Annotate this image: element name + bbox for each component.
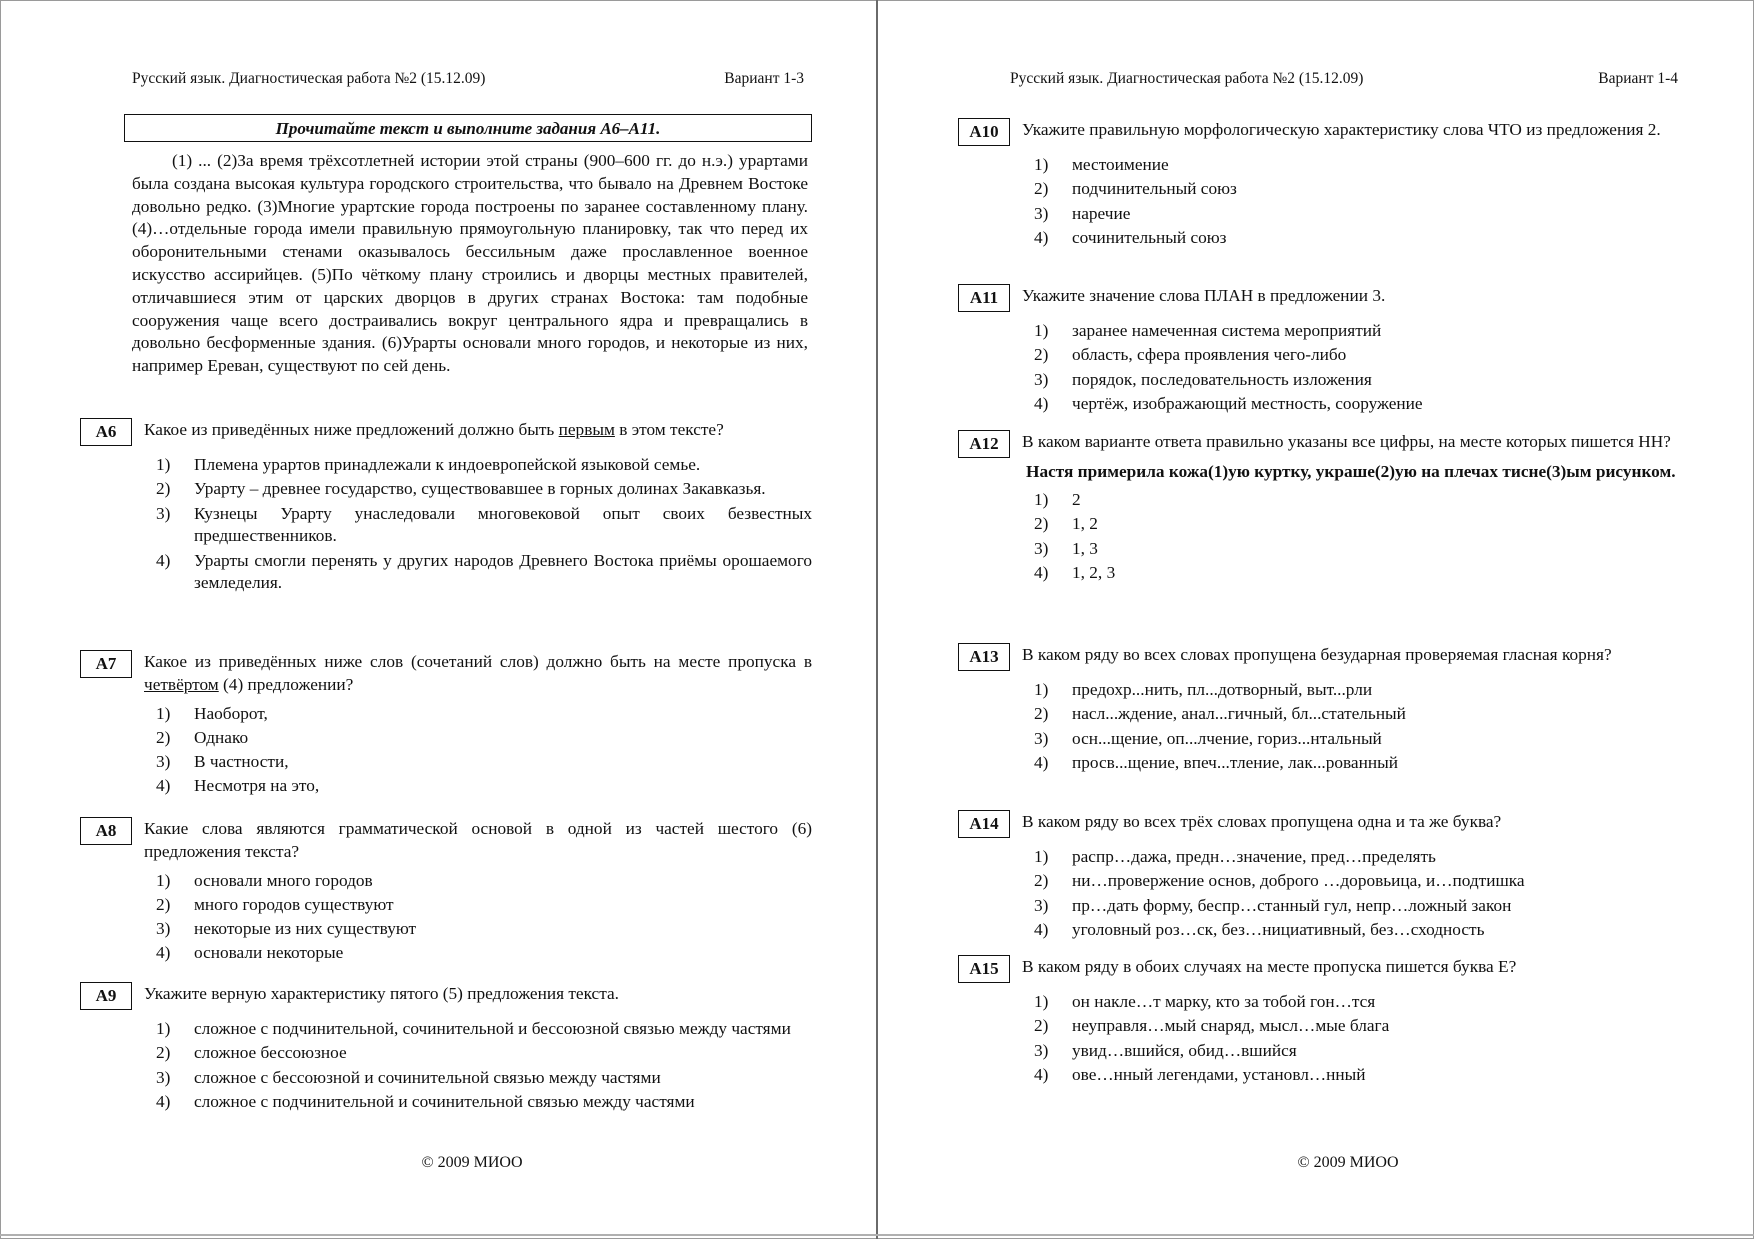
answer-options xyxy=(1034,846,1686,942)
answer-options xyxy=(1034,991,1686,1087)
answer-options xyxy=(156,454,812,595)
answer-option[interactable]: 3) наречие xyxy=(1034,203,1131,223)
task-a8 xyxy=(72,817,812,967)
task-head xyxy=(950,118,1686,148)
reading-passage: (1) ... (2)За время трёхсотлетней истории этой страны (900–600 гг. до н.э.) урартами была создана высокая культура городского строительства, что бывало на Древнем Востоке довольно редко. (3)Многие урартские города построены по заранее составленному плану. (4)…отдельные города имели правильную прямоугольную планировку, так что перед их оборонительными стенами оказывалось бессильным даже прославленное военное искусство ассирийцев. (5)По чёткому плану строились и дворцы местных правителей, отличавшиеся этим от царских дворцов в других странах Востока: там подобные сооружения чаще всего достраивались вокруг центрального ядра и превращались в довольно бесформенные здания. (6)Урарты основали много городов, и некоторые из них, например Ереван, существуют по сей день. xyxy=(132,151,808,376)
task-a13 xyxy=(950,643,1686,776)
answer-option[interactable]: 1) предохр...нить, пл...дотворный, выт...рли xyxy=(1034,680,1373,699)
answer-option[interactable]: 3) Кузнецы Урарту унаследовали многовековой опыт своих безвестных предшественников. xyxy=(156,503,812,546)
answer-option[interactable]: 3) сложное с бессоюзной и сочинительной связью между частями xyxy=(156,1067,661,1087)
left-header-variant: Вариант 1-3 xyxy=(724,70,804,87)
answer-option[interactable]: 1) сложное с подчинительной, сочинительной и бессоюзной связью между частями xyxy=(156,1019,791,1038)
answer-options xyxy=(1034,679,1686,775)
answer-option[interactable]: 3) пр…дать форму, беспр…станный гул, непр…ложный закон xyxy=(1034,895,1512,915)
task-question: В каком ряду во всех трёх словах пропущена одна и та же буква? xyxy=(1022,812,1502,831)
answer-option[interactable]: 2) подчинительный союз xyxy=(1034,179,1237,199)
task-id-badge: А13 xyxy=(958,643,1010,671)
task-a15 xyxy=(950,955,1686,1088)
right-header-variant: Вариант 1-4 xyxy=(1598,70,1678,87)
answer-option[interactable]: 1) основали много городов xyxy=(156,870,373,890)
task-question: Какое из приведённых ниже предложений должно быть первым в этом тексте? xyxy=(144,420,724,439)
answer-option[interactable]: 4) сложное с подчинительной и сочинительной связью между частями xyxy=(156,1091,695,1111)
answer-option[interactable]: 3) осн...щение, оп...лчение, гориз...нтальный xyxy=(1034,728,1382,748)
right-header-title: Русский язык. Диагностическая работа №2 (15.12.09) xyxy=(1010,70,1364,87)
task-a10 xyxy=(950,118,1686,251)
task-a12 xyxy=(950,430,1686,586)
task-sentence: Настя примерила кожа(1)ую куртку, украше(2)ую на плечах тисне(3)ым рисунком. xyxy=(1026,462,1676,481)
right-page xyxy=(969,0,1686,1239)
answer-option[interactable]: 4) сочинительный союз xyxy=(1034,227,1227,247)
task-head xyxy=(72,817,812,864)
task-id-badge: А10 xyxy=(958,118,1010,146)
answer-option[interactable]: 3) увид…вшийся, обид…вшийся xyxy=(1034,1040,1297,1060)
task-question: В каком ряду во всех словах пропущена безударная проверяемая гласная корня? xyxy=(1022,645,1612,664)
task-question: Какое из приведённых ниже слов (сочетаний слов) должно быть на месте пропуска в четвёртом (4) предложении? xyxy=(144,652,812,694)
answer-option[interactable]: 2) ни…провержение основ, доброго …доровьица, и…подтишка xyxy=(1034,871,1525,891)
answer-option[interactable]: 3) порядок, последовательность изложения xyxy=(1034,369,1372,389)
left-header-title: Русский язык. Диагностическая работа №2 (15.12.09) xyxy=(132,70,486,87)
answer-option[interactable]: 1) Наоборот, xyxy=(156,703,268,723)
task-id-badge: А11 xyxy=(958,284,1010,312)
task-question: Укажите правильную морфологическую характеристику слова ЧТО из предложения 2. xyxy=(1022,120,1661,139)
answer-option[interactable]: 2) много городов существуют xyxy=(156,894,394,914)
task-id-badge: А6 xyxy=(80,418,132,446)
answer-option[interactable]: 1) заранее намеченная система мероприятий xyxy=(1034,321,1382,340)
task-head xyxy=(72,418,812,448)
task-head xyxy=(72,982,812,1012)
right-page-footer: © 2009 МИОО xyxy=(1297,1154,1399,1171)
answer-option[interactable]: 1) 2 xyxy=(1034,490,1081,509)
left-page-footer: © 2009 МИОО xyxy=(421,1154,523,1171)
answer-options xyxy=(1034,320,1686,416)
answer-option[interactable]: 2) насл...ждение, анал...гичный, бл...стательный xyxy=(1034,704,1406,724)
task-id-badge: А7 xyxy=(80,650,132,678)
task-a11 xyxy=(950,284,1686,417)
answer-option[interactable]: 1) он накле…т марку, кто за тобой гон…тся xyxy=(1034,992,1376,1011)
answer-option[interactable]: 2) область, сфера проявления чего-либо xyxy=(1034,345,1347,365)
task-head xyxy=(950,955,1686,985)
answer-options xyxy=(1034,489,1686,585)
task-a14 xyxy=(950,810,1686,943)
task-question: Какие слова являются грамматической основой в одной из частей шестого (6) предложения текста? xyxy=(144,819,812,861)
answer-options xyxy=(156,703,812,799)
task-question: В каком ряду в обоих случаях на месте пропуска пишется буква Е? xyxy=(1022,957,1517,976)
task-head xyxy=(950,643,1686,673)
reading-instruction: Прочитайте текст и выполните задания А6–А11. xyxy=(124,114,812,142)
task-head xyxy=(950,810,1686,840)
task-question: Укажите верную характеристику пятого (5) предложения текста. xyxy=(144,984,619,1003)
task-id-badge: А12 xyxy=(958,430,1010,458)
underlined-word: четвёртом xyxy=(144,674,219,694)
task-question: Укажите значение слова ПЛАН в предложении 3. xyxy=(1022,286,1386,305)
answer-option[interactable]: 2) неуправля…мый снаряд, мысл…мые блага xyxy=(1034,1016,1390,1036)
answer-option[interactable]: 4) уголовный роз…ск, без…нициативный, без…сходность xyxy=(1034,919,1485,939)
answer-option[interactable]: 2) сложное бессоюзное xyxy=(156,1043,347,1063)
left-page xyxy=(95,0,812,1239)
underlined-word: первым xyxy=(558,420,615,439)
task-id-badge: А8 xyxy=(80,817,132,845)
answer-options xyxy=(156,870,812,966)
task-a9 xyxy=(72,982,812,1115)
answer-option[interactable]: 3) некоторые из них существуют xyxy=(156,919,417,939)
task-id-badge: А15 xyxy=(958,955,1010,983)
task-a6 xyxy=(72,418,812,597)
answer-option[interactable]: 2) Однако xyxy=(156,727,249,747)
answer-option[interactable]: 4) ове…нный легендами, установл…нный xyxy=(1034,1064,1366,1084)
task-a7 xyxy=(72,650,812,800)
answer-option[interactable]: 4) основали некоторые xyxy=(156,943,344,963)
page-divider xyxy=(876,0,878,1239)
answer-option[interactable]: 4) просв...щение, впеч...тление, лак...рованный xyxy=(1034,752,1398,772)
answer-options xyxy=(156,1018,812,1114)
answer-option[interactable]: 4) Несмотря на это, xyxy=(156,776,320,796)
task-question: В каком варианте ответа правильно указаны все цифры, на месте которых пишется НН? xyxy=(1022,432,1671,451)
answer-option[interactable]: 4) чертёж, изображающий местность, сооружение xyxy=(1034,393,1423,413)
answer-option[interactable]: 1) Племена урартов принадлежали к индоевропейской языковой семье. xyxy=(156,455,701,474)
task-id-badge: А14 xyxy=(958,810,1010,838)
answer-option[interactable]: 4) 1, 2, 3 xyxy=(1034,562,1116,582)
answer-option[interactable]: 3) В частности, xyxy=(156,752,289,772)
answer-option[interactable]: 2) Урарту – древнее государство, существовавшее в горных долинах Закавказья. xyxy=(156,479,766,499)
task-head xyxy=(950,284,1686,314)
answer-option[interactable]: 1) распр…дажа, предн…значение, пред…пределять xyxy=(1034,847,1436,866)
answer-option[interactable]: 4) Урарты смогли перенять у других народов Древнего Востока приёмы орошаемого земледелия. xyxy=(156,550,812,593)
answer-option[interactable]: 2) 1, 2 xyxy=(1034,514,1098,534)
task-head xyxy=(72,650,812,697)
answer-options xyxy=(1034,154,1686,250)
task-head xyxy=(950,430,1686,460)
task-id-badge: А9 xyxy=(80,982,132,1010)
answer-option[interactable]: 3) 1, 3 xyxy=(1034,538,1098,558)
answer-option[interactable]: 1) местоимение xyxy=(1034,155,1169,174)
